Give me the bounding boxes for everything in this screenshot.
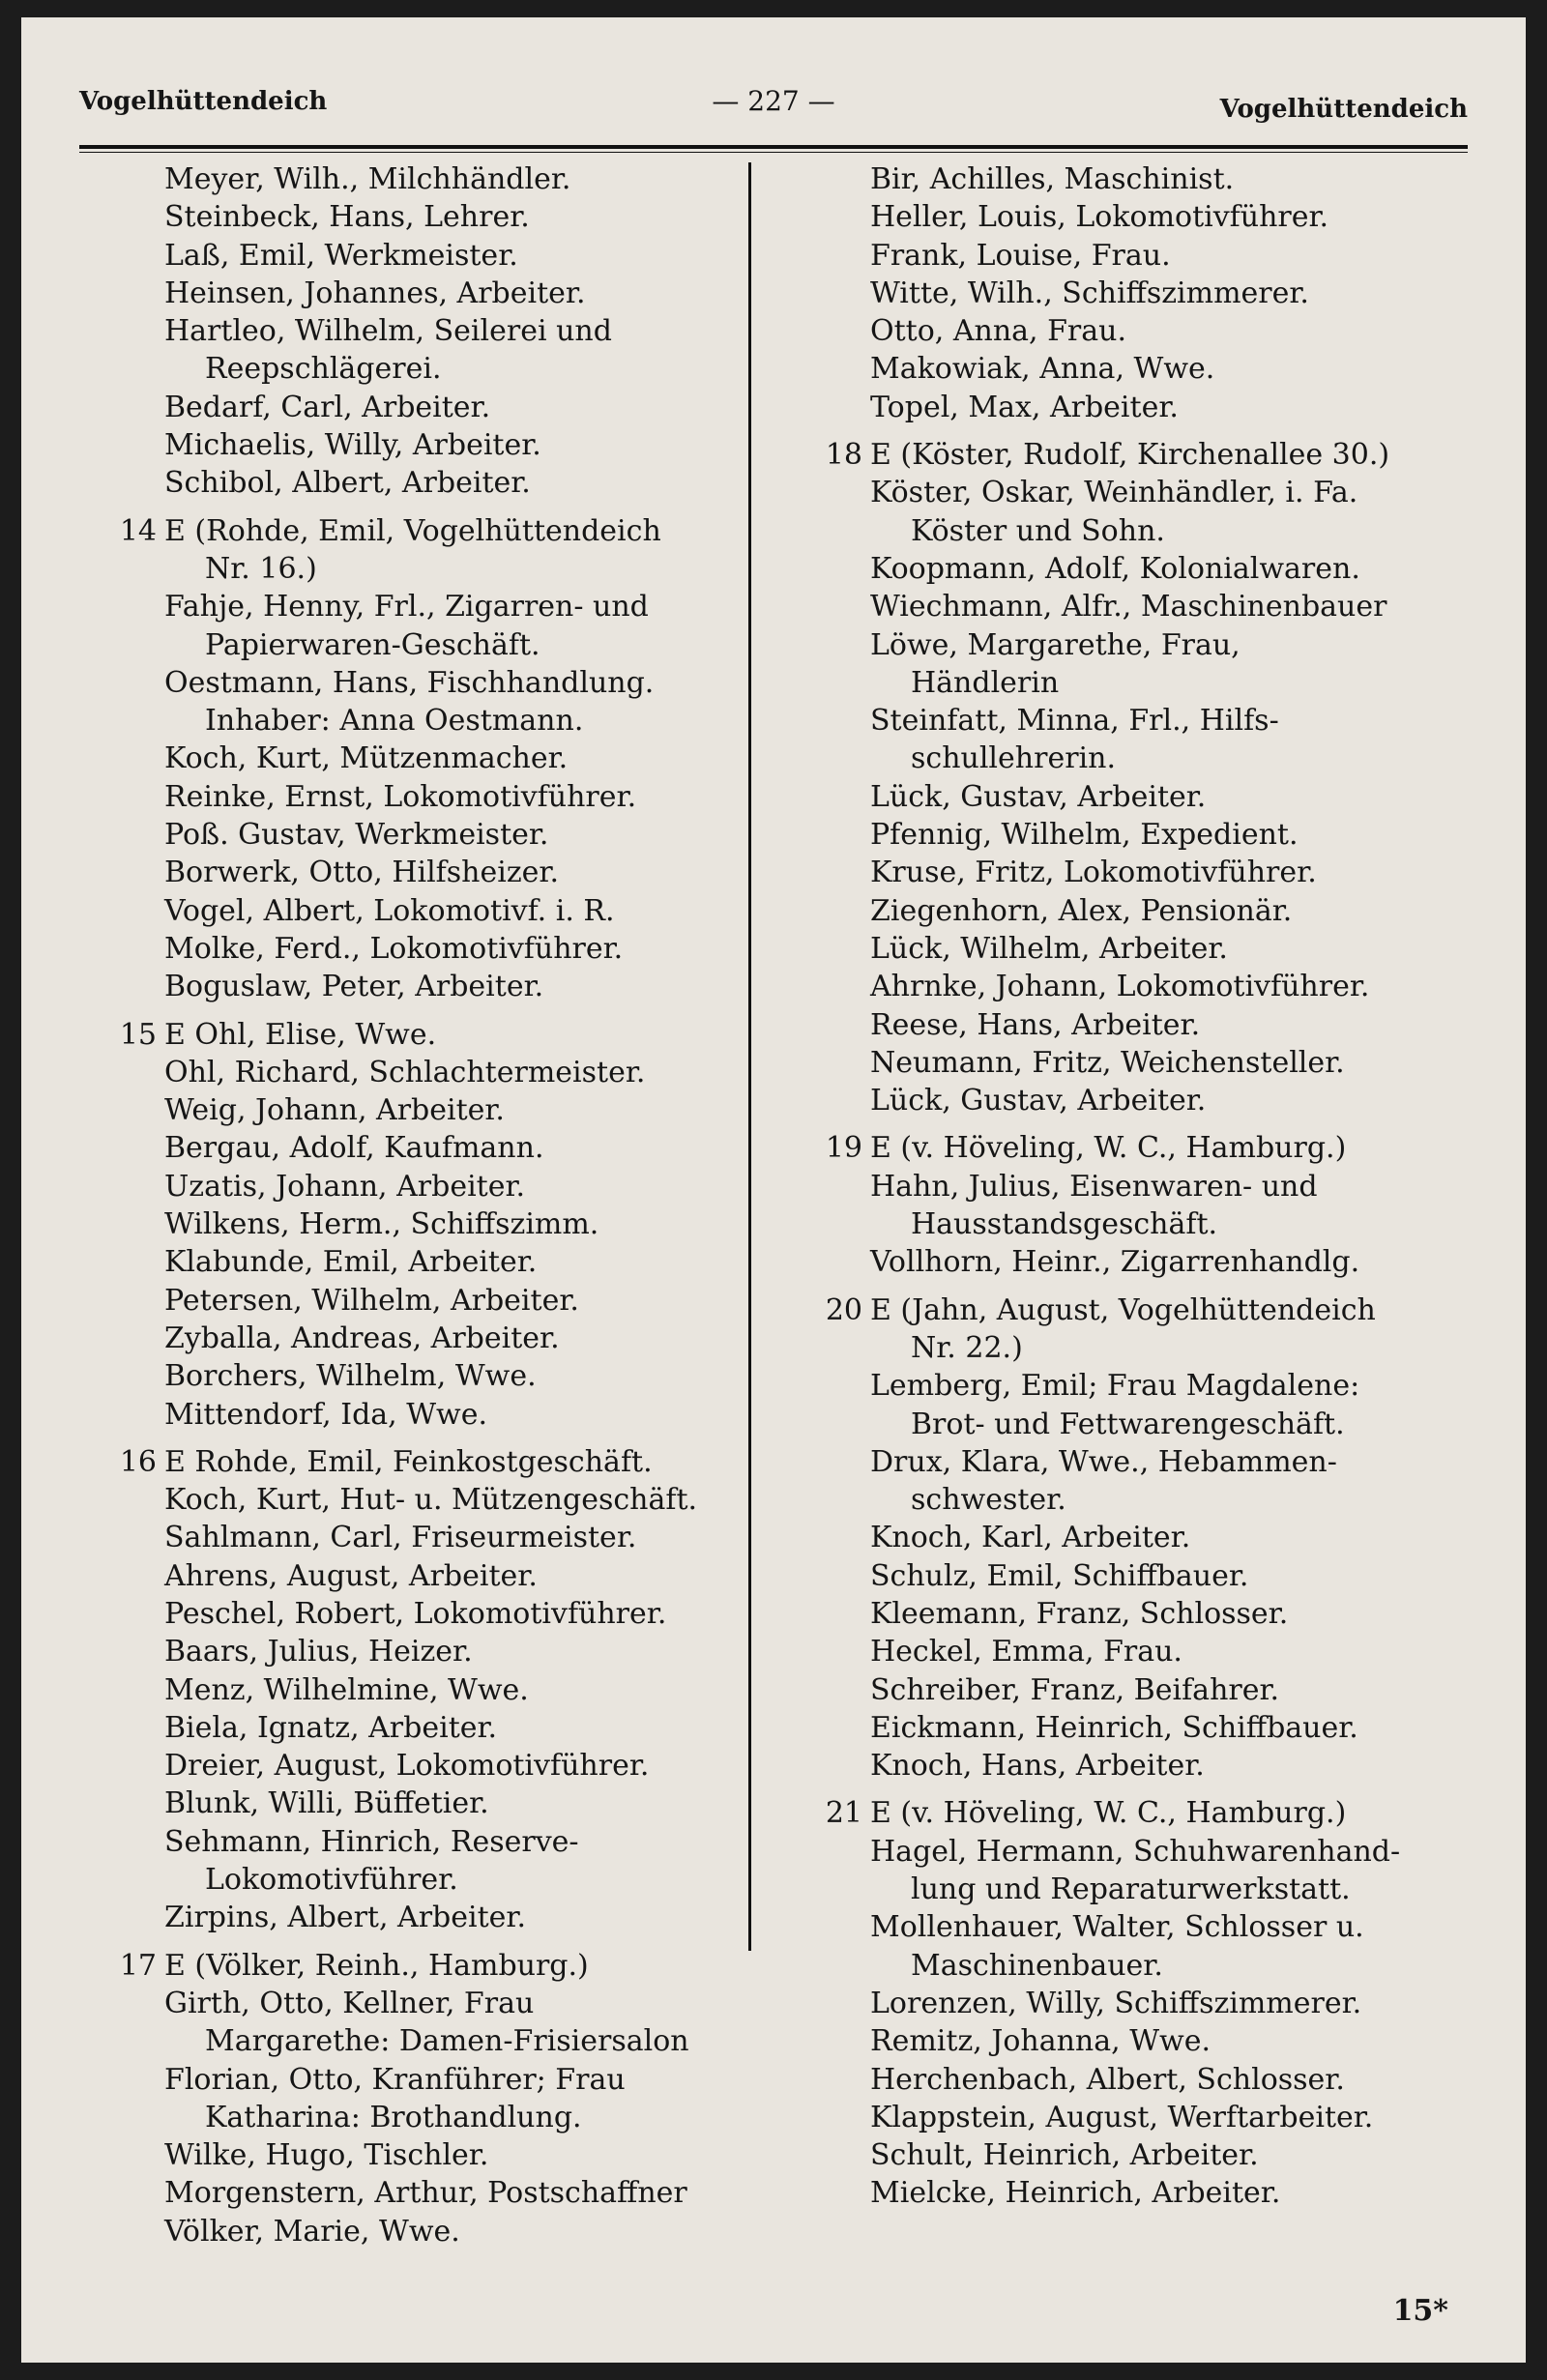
resident-entry: Sahlmann, Carl, Friseurmeister.	[164, 1521, 637, 1555]
resident-entry: Petersen, Wilhelm, Arbeiter.	[164, 1283, 579, 1318]
entry-continuation: Nr. 22.)	[911, 1330, 1023, 1365]
resident-entry: Peschel, Robert, Lokomotivführer.	[164, 1596, 667, 1631]
resident-entry: Schult, Heinrich, Arbeiter.	[870, 2138, 1259, 2173]
resident-entry: Meyer, Wilh., Milchhändler.	[164, 162, 571, 196]
resident-entry: Koopmann, Adolf, Kolonialwaren.	[870, 551, 1360, 586]
resident-entry: Fahje, Henny, Frl., Zigarren- und	[164, 590, 649, 624]
resident-entry: Hagel, Hermann, Schuhwarenhand-	[870, 1834, 1401, 1869]
entry-continuation: Katharina: Brothandlung.	[205, 2100, 582, 2134]
entry-continuation: schwester.	[911, 1483, 1066, 1518]
resident-entry: Uzatis, Johann, Arbeiter.	[164, 1169, 526, 1204]
resident-entry: Bir, Achilles, Maschinist.	[870, 162, 1235, 196]
directory-page	[21, 17, 1526, 2363]
running-head-right: Vogelhüttendeich	[1219, 95, 1468, 124]
header-rule	[79, 145, 1468, 153]
house-number-entry	[79, 512, 746, 550]
page-number: — 227 —	[712, 85, 835, 117]
resident-entry: Borchers, Wilhelm, Wwe.	[164, 1359, 537, 1394]
entry-text: E (v. Höveling, W. C., Hamburg.)	[870, 1796, 1347, 1831]
entry-continuation: Papierwaren-Geschäft.	[205, 627, 540, 662]
resident-entry: Florian, Otto, Kranführer; Frau	[164, 2062, 626, 2097]
resident-entry: Hartleo, Wilhelm, Seilerei und	[164, 314, 612, 349]
house-number-entry	[785, 1129, 1491, 1167]
resident-entry: Hahn, Julius, Eisenwaren- und	[870, 1169, 1318, 1204]
column-divider	[748, 162, 751, 1951]
entry-continuation: Brot- und Fettwarengeschäft.	[911, 1407, 1345, 1441]
resident-entry: Schreiber, Franz, Beifahrer.	[870, 1672, 1280, 1707]
house-number: 14	[119, 513, 157, 548]
resident-entry: Koch, Kurt, Hut- u. Mützengeschäft.	[164, 1483, 698, 1518]
resident-entry: Völker, Marie, Wwe.	[164, 2214, 460, 2249]
house-number: 19	[825, 1131, 862, 1166]
resident-entry: Makowiak, Anna, Wwe.	[870, 352, 1215, 387]
resident-entry: Laß, Emil, Werkmeister.	[164, 238, 518, 273]
resident-entry: Kruse, Fritz, Lokomotivführer.	[870, 856, 1317, 890]
resident-entry: Bergau, Adolf, Kaufmann.	[164, 1131, 544, 1166]
resident-entry: Otto, Anna, Frau.	[870, 314, 1127, 349]
house-number: 17	[119, 1948, 157, 1983]
resident-entry: Pfennig, Wilhelm, Expedient.	[870, 818, 1299, 853]
entry-continuation: Inhaber: Anna Oestmann.	[205, 704, 584, 739]
resident-entry: Baars, Julius, Heizer.	[164, 1635, 473, 1669]
resident-entry: Zyballa, Andreas, Arbeiter.	[164, 1321, 560, 1355]
resident-entry: Zirpins, Albert, Arbeiter.	[164, 1901, 527, 1935]
resident-entry: Wilkens, Herm., Schiffszimm.	[164, 1207, 599, 1242]
entry-text: E (Köster, Rudolf, Kirchenallee 30.)	[870, 438, 1390, 473]
entry-text: E Ohl, Elise, Wwe.	[164, 1017, 437, 1052]
resident-entry: Lück, Gustav, Arbeiter.	[870, 779, 1207, 814]
entry-text: E Rohde, Emil, Feinkostgeschäft.	[164, 1444, 653, 1479]
resident-entry: Ahrnke, Johann, Lokomotivführer.	[870, 970, 1370, 1004]
resident-entry: Biela, Ignatz, Arbeiter.	[164, 1710, 498, 1745]
resident-entry: Mielcke, Heinrich, Arbeiter.	[870, 2176, 1281, 2211]
resident-entry: Lorenzen, Willy, Schiffszimmerer.	[870, 1986, 1362, 2020]
resident-entry: Menz, Wilhelmine, Wwe.	[164, 1672, 529, 1707]
running-head-left: Vogelhüttendeich	[79, 87, 328, 116]
house-number-entry	[79, 1947, 746, 1985]
resident-entry: Heckel, Emma, Frau.	[870, 1635, 1182, 1669]
house-number: 20	[825, 1292, 862, 1327]
resident-entry: Herchenbach, Albert, Schlosser.	[870, 2062, 1345, 2097]
resident-entry: Dreier, August, Lokomotivführer.	[164, 1749, 650, 1784]
resident-entry: Vogel, Albert, Lokomotivf. i. R.	[164, 893, 615, 928]
resident-entry: Löwe, Margarethe, Frau,	[870, 627, 1241, 662]
resident-entry: Topel, Max, Arbeiter.	[870, 390, 1179, 424]
house-number-entry	[79, 1016, 746, 1054]
resident-entry: Ziegenhorn, Alex, Pensionär.	[870, 893, 1293, 928]
resident-entry: Frank, Louise, Frau.	[870, 238, 1171, 273]
resident-entry: Neumann, Fritz, Weichensteller.	[870, 1045, 1345, 1080]
resident-entry: Girth, Otto, Kellner, Frau	[164, 1986, 535, 2020]
entry-continuation: schullehrerin.	[911, 741, 1116, 776]
right-column	[785, 160, 1491, 2213]
house-number: 15	[119, 1017, 157, 1052]
resident-entry: Ohl, Richard, Schlachtermeister.	[164, 1055, 646, 1089]
entry-text: E (Rohde, Emil, Vogelhüttendeich	[164, 513, 661, 548]
resident-entry: Heller, Louis, Lokomotivführer.	[870, 200, 1329, 235]
resident-entry: Poß. Gustav, Werkmeister.	[164, 818, 549, 853]
entry-continuation: Lokomotivführer.	[205, 1863, 458, 1898]
resident-entry: Weig, Johann, Arbeiter.	[164, 1093, 505, 1128]
resident-entry: Lemberg, Emil; Frau Magdalene:	[870, 1369, 1360, 1404]
resident-entry: Molke, Ferd., Lokomotivführer.	[164, 931, 624, 966]
resident-entry: Vollhorn, Heinr., Zigarrenhandlg.	[870, 1245, 1360, 1280]
house-number-entry	[785, 1292, 1491, 1329]
left-column	[79, 160, 746, 2250]
resident-entry: Köster, Oskar, Weinhändler, i. Fa.	[870, 476, 1358, 510]
page-header	[79, 85, 1468, 133]
entry-continuation: Margarethe: Damen-Frisiersalon	[205, 2024, 689, 2059]
resident-entry: Heinsen, Johannes, Arbeiter.	[164, 276, 586, 310]
resident-entry: Klabunde, Emil, Arbeiter.	[164, 1245, 538, 1280]
resident-entry: Lück, Gustav, Arbeiter.	[870, 1084, 1207, 1118]
resident-entry: Knoch, Hans, Arbeiter.	[870, 1749, 1205, 1784]
entry-continuation: Reepschlägerei.	[205, 352, 442, 387]
resident-entry: Steinbeck, Hans, Lehrer.	[164, 200, 530, 235]
house-number: 16	[119, 1444, 157, 1479]
resident-entry: Reinke, Ernst, Lokomotivführer.	[164, 779, 637, 814]
signature-mark: 15*	[1392, 2294, 1448, 2328]
resident-entry: Mollenhauer, Walter, Schlosser u.	[870, 1910, 1364, 1945]
resident-entry: Boguslaw, Peter, Arbeiter.	[164, 970, 544, 1004]
house-number: 18	[825, 438, 862, 473]
entry-continuation: Hausstandsgeschäft.	[911, 1207, 1218, 1242]
resident-entry: Morgenstern, Arthur, Postschaffner	[164, 2176, 687, 2211]
resident-entry: Blunk, Willi, Büffetier.	[164, 1786, 489, 1821]
entry-text: E (Völker, Reinh., Hamburg.)	[164, 1948, 589, 1983]
resident-entry: Oestmann, Hans, Fischhandlung.	[164, 665, 655, 700]
resident-entry: Wilke, Hugo, Tischler.	[164, 2138, 489, 2173]
entry-text: E (v. Höveling, W. C., Hamburg.)	[870, 1131, 1347, 1166]
entry-continuation: Händlerin	[911, 665, 1060, 700]
house-number: 21	[825, 1796, 862, 1831]
entry-continuation: lung und Reparaturwerkstatt.	[911, 1872, 1351, 1907]
house-number-entry	[785, 1794, 1491, 1832]
resident-entry: Michaelis, Willy, Arbeiter.	[164, 428, 541, 463]
resident-entry: Sehmann, Hinrich, Reserve-	[164, 1824, 579, 1859]
entry-continuation: Nr. 16.)	[205, 551, 317, 586]
resident-entry: Koch, Kurt, Mützenmacher.	[164, 741, 569, 776]
entry-text: E (Jahn, August, Vogelhüttendeich	[870, 1292, 1376, 1327]
resident-entry: Reese, Hans, Arbeiter.	[870, 1007, 1201, 1042]
resident-entry: Wiechmann, Alfr., Maschinenbauer	[870, 590, 1387, 624]
resident-entry: Eickmann, Heinrich, Schiffbauer.	[870, 1710, 1358, 1745]
resident-entry: Ahrens, August, Arbeiter.	[164, 1558, 538, 1593]
resident-entry: Mittendorf, Ida, Wwe.	[164, 1397, 488, 1432]
resident-entry: Remitz, Johanna, Wwe.	[870, 2024, 1211, 2059]
entry-continuation: Maschinenbauer.	[911, 1948, 1163, 1983]
resident-entry: Borwerk, Otto, Hilfsheizer.	[164, 856, 559, 890]
resident-entry: Lück, Wilhelm, Arbeiter.	[870, 931, 1228, 966]
resident-entry: Schulz, Emil, Schiffbauer.	[870, 1558, 1249, 1593]
resident-entry: Witte, Wilh., Schiffszimmerer.	[870, 276, 1309, 310]
resident-entry: Bedarf, Carl, Arbeiter.	[164, 390, 491, 424]
house-number-entry	[79, 1443, 746, 1481]
resident-entry: Schibol, Albert, Arbeiter.	[164, 466, 531, 501]
resident-entry: Klappstein, August, Werftarbeiter.	[870, 2100, 1374, 2134]
resident-entry: Knoch, Karl, Arbeiter.	[870, 1521, 1191, 1555]
resident-entry: Kleemann, Franz, Schlosser.	[870, 1596, 1289, 1631]
house-number-entry	[785, 436, 1491, 474]
entry-continuation: Köster und Sohn.	[911, 513, 1165, 548]
resident-entry: Steinfatt, Minna, Frl., Hilfs-	[870, 704, 1279, 739]
resident-entry: Drux, Klara, Wwe., Hebammen-	[870, 1444, 1337, 1479]
